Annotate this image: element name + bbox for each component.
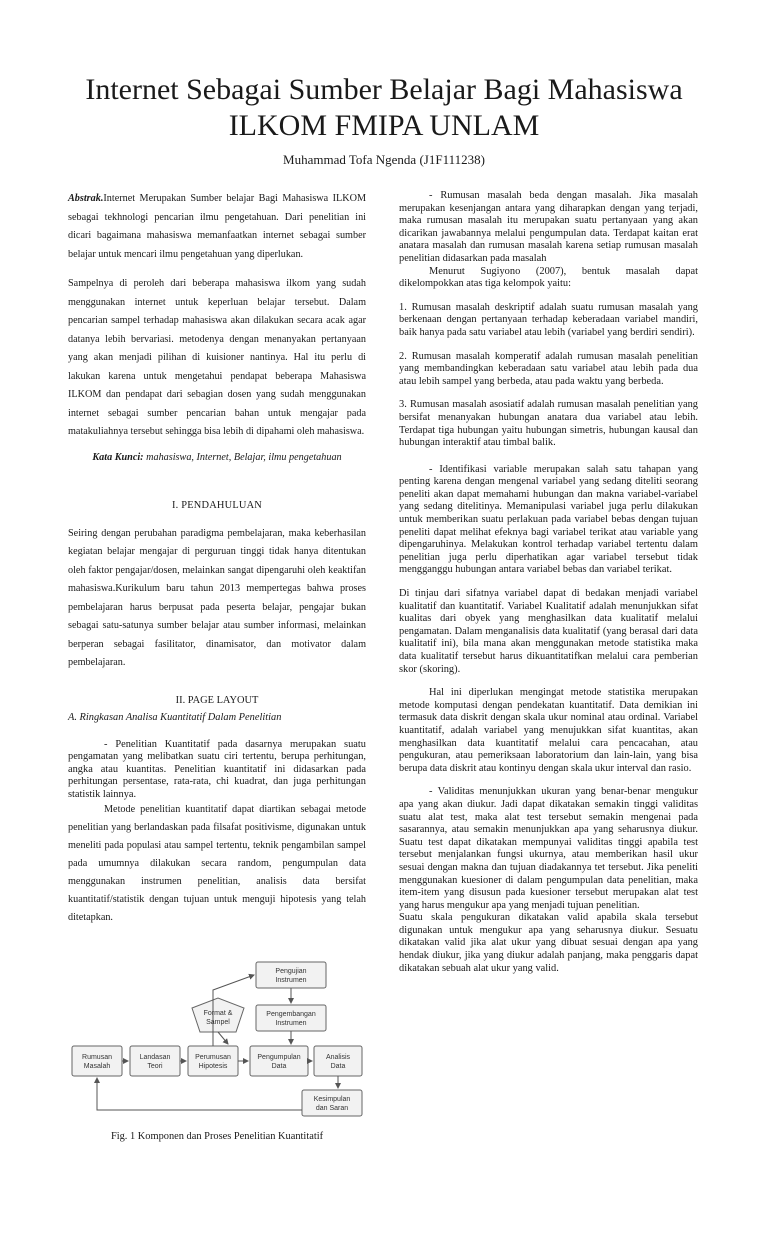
box-pengumpulan-data — [250, 1046, 308, 1076]
right-paragraph-10: Suatu skala pengukuran dikatakan valid apabila skala tersebut digunakan untuk mengukur apa yang seharusnya diukur. Sesuatu dikatakan valid jika alat ukur yang dibuat sesuai dengan apa yang hendak diukur, jika yang diukur adalah panjang, maka penggaris dapat dikatakan sebuah alat ukur yang valid. — [399, 912, 698, 974]
keywords — [68, 450, 366, 466]
abstract-label: Abstrak. — [68, 193, 104, 204]
section-1-heading: I. PENDAHULUAN — [172, 499, 262, 511]
label-analisis-1: Analisis — [325, 1054, 351, 1061]
right-paragraph-1: - Rumusan masalah beda dengan masalah. Jika masalah merupakan kesenjangan antara yang diharapkan dengan yang terjadi, maka rumusan masalah itu merupakan suatu pertanyaan yang akan dicarikan jawabannya melalui pengumpulan data. Terdapat kaitan erat anatara masalah dan rumusan masalah karena setiap rumusan masalah penelitian didasarkan pada masalah — [399, 190, 698, 264]
author-line: Muhammad Tofa Ngenda (J1F111238) — [283, 152, 485, 167]
paper-title — [40, 72, 728, 144]
right-paragraph-6: - Identifikasi variable merupakan salah satu tahapan yang penting karena dengan mengenal variabel yang sedang diteliti seorang peneliti akan dapat memahami hubungan dan makna variabel-variabel yang sedang ditelitinya. Memanipulasi variabel juga perlu dilakukan untuk memberikan suatu perlakuan pada variabel bebas dengan tujuan peneliti dapat melihat efeknya bagi variabel terikat atau variable yang dipengaruhinya. Melakukan kontrol terhadap variabel tertentu dalam penelitian juga perlu diperhatikan agar variabel tersebut tidak mengganggu hubungan antara variabel bebas dan variabel terikat. — [399, 463, 698, 576]
right-paragraph-2: Menurut Sugiyono (2007), bentuk masalah dapat dikelompokkan atas tiga kelompok yaitu: — [399, 265, 698, 290]
box-pengembangan-instrumen — [256, 1005, 326, 1031]
left-column — [68, 190, 366, 927]
label-rumusan-1: Rumusan — [82, 1054, 112, 1061]
right-paragraph-5: 3. Rumusan masalah asosiatif adalah rumusan masalah penelitian yang bersifat menanyakan hubungan anatara dua variabel atau lebih. Terdapat tiga hubungan yaitu hubungan simetris, hubungan kausal dan hubungan interaktif atau timbal balik. — [399, 399, 698, 449]
title-line-1: Internet Sebagai Sumber Belajar Bagi Mahasiswa — [85, 73, 683, 106]
right-paragraph-3: 1. Rumusan masalah deskriptif adalah suatu rumusan masalah yang berkenaan dengan pertanyaan terhadap keberadaan variabel mandiri, baik hanya pada satu variabel atau lebih (variabel yang berdiri sendiri). — [399, 301, 698, 338]
box-landasan-teori — [130, 1046, 180, 1076]
section-2-paragraph-1: - Penelitian Kuantitatif pada dasarnya merupakan suatu pengamatan yang melibatkan suatu ciri tertentu, berupa perhitungan, angka atau kuantitas. Penelitian kuantitatif ini didasarkan pada perhitungan persentase, rata-rata, chi kuadrat, dan juga perhitungan statistik lainnya. — [68, 738, 366, 800]
label-pengembangan-2: Instrumen — [275, 1020, 307, 1027]
title-line-2: ILKOM FMIPA UNLAM — [228, 109, 540, 142]
label-rumusan-2: Masalah — [83, 1063, 111, 1070]
abstract-paragraph — [68, 190, 366, 264]
abstract-paragraph-2: Sampelnya di peroleh dari beberapa mahasiswa ilkom yang sudah menggunakan internet untuk keperluan belajar tersebut. Dalam pencarian sampel terhadap mahasiswa akan dilakukan secara acak agar datanya lebih bervariasi. metodenya dengan menanyakan pertanyaan yang akan menjadi pilihan di kuisioner nantinya. Hal itu perlu di lakukan karena untuk mengetahui pendapat beberapa Mahasiswa ILKOM dan pendapat dari sebagian dosen yang sudah menggunakan internet sebagai sumber pencarian bahan untuk mengajar pada matakuliahnya tersebut sehingga bisa lebih di dipahami oleh mahasiswa. — [68, 278, 366, 437]
label-landasan-2: Teori — [147, 1063, 163, 1070]
section-2-paragraph-2: Metode penelitian kuantitatif dapat diartikan sebagai metode penelitian yang berlandaskan pada filsafat positivisme, digunakan untuk meneliti pada populasi atau sampel tertentu, teknik pengambilan sampel pada umumnya dilakukan secara random, pengumpulan data menggunakan instrumen penelitian, analisis data bersifat kuantitatif/statistik dengan tujuan untuk menguji hipotesis yang telah ditetapkan. — [68, 804, 366, 924]
section-2-heading: II. PAGE LAYOUT — [175, 694, 259, 706]
label-kesimpulan-1: Kesimpulan — [313, 1096, 351, 1103]
label-pengujian-2: Instrumen — [275, 977, 307, 984]
box-analisis-data — [314, 1046, 362, 1076]
figure-1 — [68, 950, 366, 1140]
keywords-text: mahasiswa, Internet, Belajar, ilmu pengetahuan — [143, 451, 342, 463]
label-analisis-2: Data — [330, 1063, 346, 1070]
label-pengumpulan-1: Pengumpulan — [257, 1054, 301, 1061]
label-kesimpulan-2: dan Saran — [315, 1105, 349, 1112]
right-paragraph-4: 2. Rumusan masalah komperatif adalah rumusan masalah penelitian yang membandingkan keberadaan satu variabel atau lebih pada dua atau lebih sampel yang berbeda, atau pada waktu yang berbeda. — [399, 350, 698, 387]
box-perumusan-hipotesis — [188, 1046, 238, 1076]
label-format-2: Sampel — [206, 1019, 230, 1026]
abstract-text: Internet Merupakan Sumber belajar Bagi Mahasiswa ILKOM sebagai tekhnologi pencarian ilmu pengetahuan. Dari penelitian ini dicari bagaimana mahasiswa memanfaatkan internet sebagai sumber belajar untuk mencari ilmu pengetahuan yang diperlukan. — [68, 193, 366, 260]
label-pengumpulan-2: Data — [271, 1063, 287, 1070]
right-paragraph-8: Hal ini diperlukan mengingat metode statistika merupakan metode komputasi dengan pendekatan kuantitatif. Data demikian ini termasuk data diskrit dengan skala ukur nominal atau ordinal. Variabel kuantitatif, adalah variabel yang menujukkan sifat kuantitas, akan menghasilkan data kuantitatif melalui cara pencacahan, atau pengukuran, atau pemeriksaan laboratorium dan lain-lain, yang bisa berupa data diskrit atau kontinyu dengan skala ukur interval dan rasio. — [399, 687, 698, 774]
subsection-a-heading: A. Ringkasan Analisa Kuantitatif Dalam Penelitian — [68, 711, 282, 723]
figure-caption: Fig. 1 Komponen dan Proses Penelitian Kuantitatif — [110, 1131, 324, 1142]
label-perumusan-2: Hipotesis — [198, 1063, 228, 1070]
right-column — [399, 190, 698, 975]
box-pengujian-instrumen — [256, 962, 326, 988]
label-pengembangan-1: Pengembangan — [266, 1011, 316, 1018]
label-format-1: Format & — [203, 1010, 233, 1017]
label-pengujian-1: Pengujian — [275, 968, 307, 975]
keywords-label: Kata Kunci: — [92, 451, 144, 463]
box-kesimpulan-saran — [302, 1090, 362, 1116]
label-landasan-1: Landasan — [139, 1054, 171, 1061]
right-paragraph-7: Di tinjau dari sifatnya variabel dapat di bedakan menjadi variabel kualitatif dan kuantitatif. Variabel Kualitatif adalah menunjukkan sifat kualitas dari obyek yang menghasilkan data kualitatif melalui pengamatan. Dalam menganalisis data kualitatif (yang berasal dari data kualitatif ini), bila mana akan menggunakan metode statistika maka data kualitatif tersebut harus dikuantitatifkan melalui cara pemberian skor (skoring). — [399, 588, 698, 675]
label-perumusan-1: Perumusan — [195, 1054, 231, 1061]
right-paragraph-9: - Validitas menunjukkan ukuran yang benar-benar mengukur apa yang akan diukur. Jadi dapat dikatakan semakin tinggi validitas suatu alat test, maka alat test tersebut semakin mengenai pada sasarannya, atau semakin menunjukkan apa yang seharusnya diukur. Suatu test dapat dikatakan mempunyai validitas tinggi apabila test tersebut menjalankan fungsi ukurnya, atau memberikan hasil ukur sesuai dengan makna dan tujuan diadakannya tet tersebut. Jika peneliti menggunakan kuesioner di dalam pengumpulan data penelitian, maka item-item yang disusun pada kuesioner tersebut merupakan alat test yang harus mengukur apa yang menjadi tujuan penelitian. — [399, 786, 698, 911]
section-1-paragraph: Seiring dengan perubahan paradigma pembelajaran, maka keberhasilan kegiatan belajar mengajar di perguruan tinggi tidak hanya ditentukan oleh faktor pengajar/dosen, melainkan sangat dipengaruhi oleh keaktifan mahasiswa.Kurikulum baru tahun 2013 mempertegas bahwa proses pembelajaran harus berpusat pada peserta belajar, pengajar bukan sebagai satu-satunya sumber belajar atau sumber informasi, melainkan berperan sebagai fasilitator, dinamisator, dan motivator dalam pembelajaran. — [68, 527, 366, 668]
box-rumusan-masalah — [72, 1046, 122, 1076]
research-process-diagram — [68, 950, 366, 1140]
